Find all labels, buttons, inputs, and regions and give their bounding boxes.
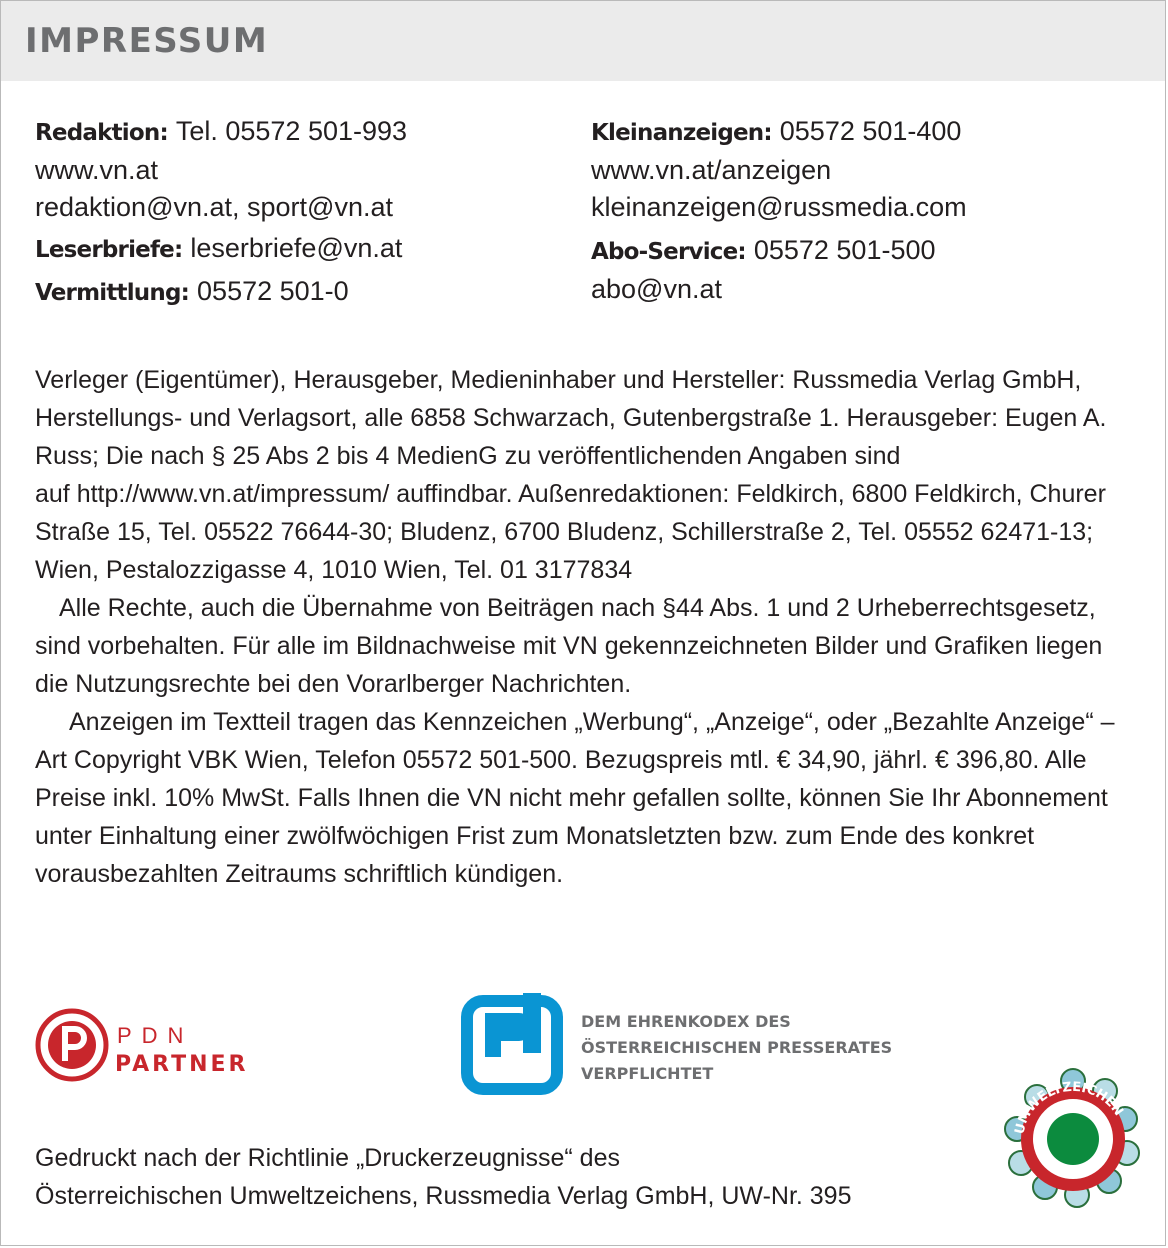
contact-column-left (35, 113, 407, 312)
kleinanzeigen-label: Kleinanzeigen: (591, 120, 772, 146)
leserbriefe-row (35, 230, 407, 269)
anzeigen-link[interactable]: www.vn.at/anzeigen (591, 155, 832, 185)
kleinanzeigen-email[interactable]: kleinanzeigen@russmedia.com (591, 192, 967, 222)
kleinanzeigen-row (591, 113, 967, 152)
footer-line-2: Österreichischen Umweltzeichens, Russmedia Verlag GmbH, UW-Nr. 395 (35, 1182, 852, 1210)
presserat-line-1: DEM EHRENKODEX DES (581, 1012, 791, 1031)
abo-row (591, 232, 967, 271)
contact-column-right (591, 113, 967, 308)
abo-phone: 05572 501-500 (753, 235, 936, 265)
ads-pricing-paragraph: Anzeigen im Textteil tragen das Kennzeichen „Werbung“, „Anzeige“, oder „Bezahlte Anzeige“ – Art Copyright VBK Wien, Telefon 05572 501-500. Bezugspreis mtl. € 34,90, jährl. € 396,80. Alle Preise inkl. 10% MwSt. Falls Ihnen die VN nicht mehr gefallen sollte, können Sie Ihr Abonnement unter Einhaltung einer zwölfwöchigen Frist zum Monatsletzten bzw. zum Ende des konkret vorausbezahlten Zeitraums schriftlich kündigen. (35, 708, 1115, 888)
presserat-line-2: ÖSTERREICHISCHEN PRESSERATES (581, 1038, 893, 1057)
pdn-top-text: PDN (117, 1023, 194, 1048)
impressum-header (1, 1, 1165, 81)
presserat-rule-icon (523, 993, 541, 1053)
print-guideline-note (35, 1139, 852, 1215)
redaktion-emails[interactable]: redaktion@vn.at, sport@vn.at (35, 192, 393, 222)
pdn-bottom-text: PARTNER (115, 1052, 249, 1077)
vermittlung-label: Vermittlung: (35, 280, 190, 306)
leserbriefe-email[interactable]: leserbriefe@vn.at (190, 233, 403, 263)
umwelt-ring-text: UMWELTZEICHEN (1012, 1079, 1126, 1136)
redaktion-row (35, 113, 407, 152)
website-link[interactable]: www.vn.at (35, 155, 159, 185)
offices-paragraph: auf http://www.vn.at/impressum/ auffindbar. Außenredaktionen: Feldkirch, 6800 Feldkirch, Churer Straße 15, Tel. 05522 76644-30; Bludenz, 6700 Bludenz, Schillerstraße 2, Tel. 05552 62471-13; Wien, Pestalozzigasse 4, 1010 Wien, Tel. 01 3177834 (35, 480, 1106, 584)
kleinanzeigen-phone: 05572 501-400 (779, 116, 962, 146)
redaktion-label: Redaktion: (35, 120, 168, 146)
leserbriefe-label: Leserbriefe: (35, 237, 183, 263)
legal-text (35, 361, 1133, 893)
footer-line-1: Gedruckt nach der Richtlinie „Druckerzeugnisse“ des (35, 1144, 620, 1172)
pdn-partner-logo (35, 1005, 275, 1085)
page-title: IMPRESSUM (25, 21, 269, 61)
abo-email[interactable]: abo@vn.at (591, 274, 722, 304)
umweltzeichen-logo (1001, 1063, 1145, 1213)
vermittlung-phone: 05572 501-0 (197, 276, 349, 306)
publisher-paragraph: Verleger (Eigentümer), Herausgeber, Medieninhaber und Hersteller: Russmedia Verlag GmbH, Herstellungs- und Verlagsort, alle 6858 Schwarzach, Gutenbergstraße 1. Herausgeber: Eugen A. Russ; Die nach § 25 Abs 2 bis 4 MedienG zu veröffentlichenden Angaben sind (35, 366, 1107, 470)
presserat-logo (461, 993, 901, 1099)
presserat-bar-icon (485, 1013, 501, 1057)
rights-paragraph: Alle Rechte, auch die Übernahme von Beiträgen nach §44 Abs. 1 und 2 Urheberrechtsgesetz, sind vorbehalten. Für alle im Bildnachweise mit VN gekennzeichneten Bilder und Grafiken liegen die Nutzungsrechte bei den Vorarlberger Nachrichten. (35, 594, 1103, 698)
abo-label: Abo-Service: (591, 239, 746, 265)
presserat-line-3: VERPFLICHTET (581, 1064, 714, 1083)
vermittlung-row (35, 273, 407, 312)
umwelt-center-icon (1047, 1113, 1099, 1165)
presserat-caption (581, 1009, 892, 1087)
redaktion-phone: Tel. 05572 501-993 (175, 116, 408, 146)
